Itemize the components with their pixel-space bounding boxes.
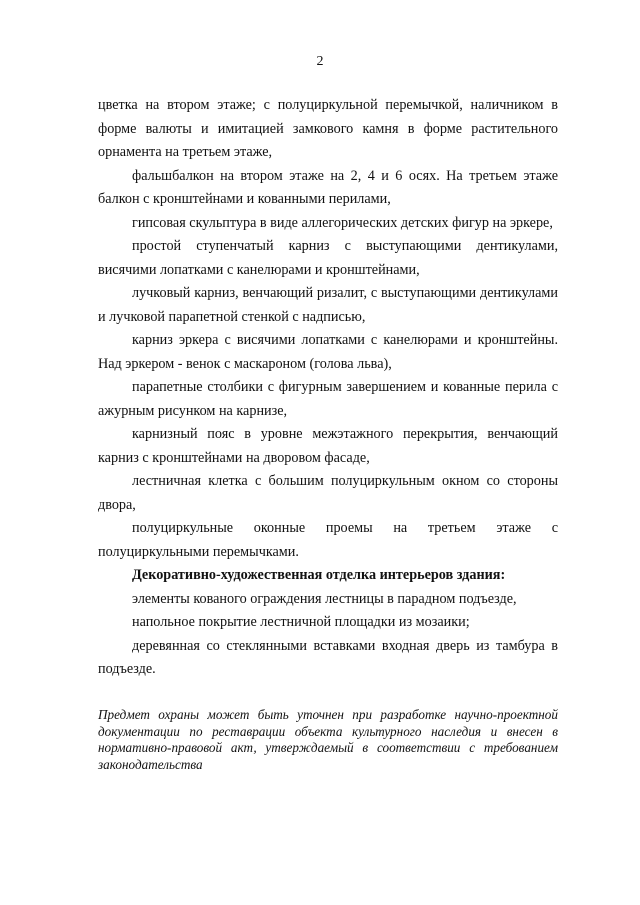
interior-item-door: деревянная со стеклянными вставками входная дверь из тамбура в подъезде. — [98, 637, 558, 677]
paragraph-continuation: цветка на втором этаже; с полуциркульной перемычкой, наличником в форме валюты и имитацией замкового камня в форме растительного орнамента на третьем этаже, — [98, 97, 558, 160]
paragraph-cornice-belt: карнизный пояс в уровне межэтажного перекрытия, венчающий карниз с кронштейнами на дворовом фасаде, — [98, 426, 558, 466]
paragraph-arched-cornice: лучковый карниз, венчающий ризалит, с выступающими дентикулами и лучковой парапетной стенкой с надписью, — [98, 285, 558, 325]
interior-item-railing: элементы кованого ограждения лестницы в парадном подъезде, — [132, 590, 517, 607]
interior-heading: Декоративно-художественная отделка интерьеров здания: — [132, 567, 506, 583]
interior-item-mosaic: напольное покрытие лестничной площадки из мозаики; — [132, 614, 470, 630]
protection-note: Предмет охраны может быть уточнен при разработке научно-проектной документации по реставрации объекта культурного наследия и внесен в нормативно-правовой акт, утверждаемый в соответствии с требованием законодательства — [98, 707, 558, 772]
paragraph-stepped-cornice: простой ступенчатый карниз с выступающими дентикулами, висячими лопатками с канелюрами и кронштейнами, — [98, 238, 558, 278]
paragraph-parapet-posts: парапетные столбики с фигурным завершением и кованные перила с ажурным рисунком на карнизе, — [98, 379, 558, 419]
paragraph-sculpture: гипсовая скульптура в виде аллегорических детских фигур на эркере, — [132, 214, 553, 231]
paragraph-staircase: лестничная клетка с большим полуциркульным окном со стороны двора, — [98, 473, 558, 513]
paragraph-bay-cornice: карниз эркера с висячими лопатками с канелюрами и кронштейны. Над эркером - венок с маскароном (голова льва), — [98, 332, 558, 372]
page-number: 2 — [316, 54, 324, 69]
paragraph-window-openings: полуциркульные оконные проемы на третьем этаже с полуциркульными перемычками. — [98, 520, 558, 560]
paragraph-false-balcony: фальшбалкон на втором этаже на 2, 4 и 6 осях. На третьем этаже балкон с кронштейнами и кованными перилами, — [98, 167, 558, 207]
document-body — [98, 94, 558, 682]
